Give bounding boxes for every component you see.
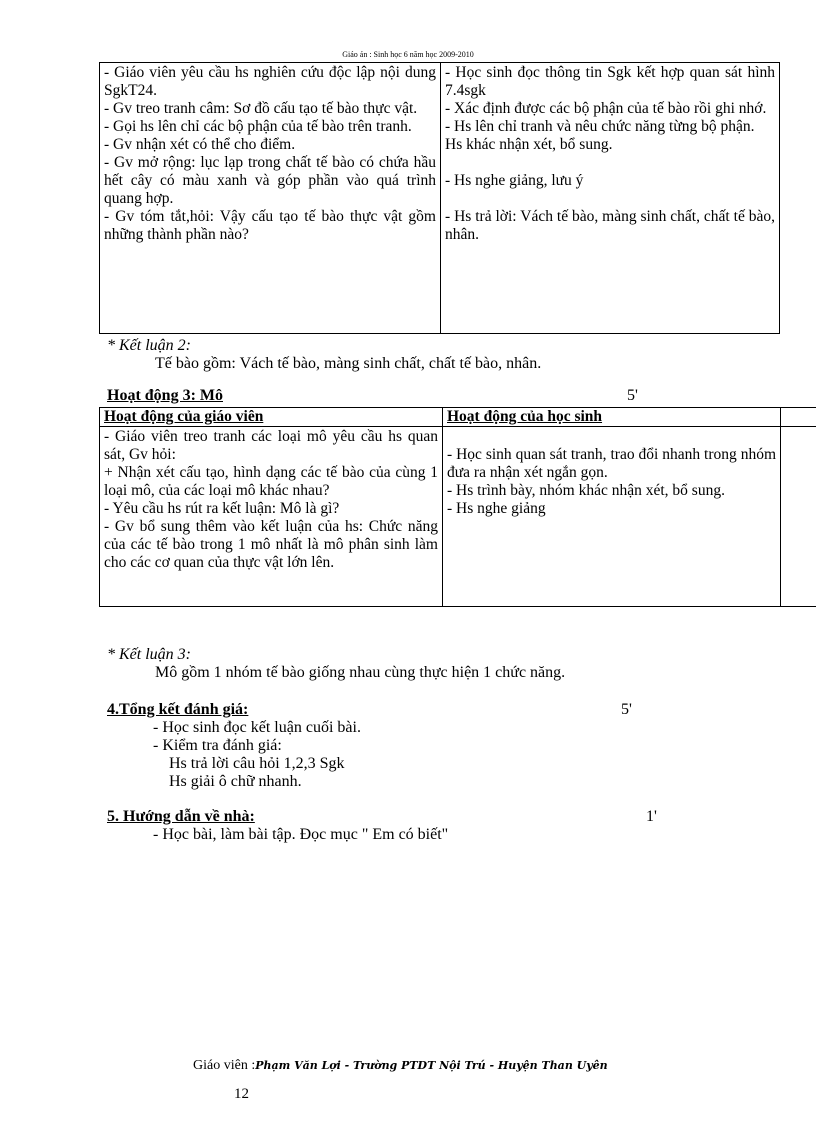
section5-title: 5. Hướng dẫn về nhà: <box>107 808 255 825</box>
section5-line: - Học bài, làm bài tập. Đọc mục " Em có biết" <box>153 826 449 843</box>
student-column <box>443 427 781 607</box>
teacher-step: - Gọi hs lên chỉ các bộ phận của tế bào trên tranh. <box>104 118 412 135</box>
footer-label: Giáo viên : <box>193 1058 256 1073</box>
section5-time: 1' <box>646 808 657 825</box>
teacher-step: - Yêu cầu hs rút ra kết luận: Mô là gì? <box>104 500 340 517</box>
section4-line: - Kiểm tra đánh giá: <box>153 737 282 754</box>
teacher-step: - Gv mở rộng: lục lạp trong chất tế bào có chứa hầu hết cây có màu xanh và góp phần vào quá trình quang hợp. <box>104 154 436 207</box>
activity2-table <box>99 62 780 334</box>
empty-cell <box>781 427 816 607</box>
student-step: - Hs lên chỉ tranh và nêu chức năng từng bộ phận. <box>445 118 755 135</box>
student-step: - Hs nghe giảng <box>447 500 546 517</box>
student-step: - Học sinh đọc thông tin Sgk kết hợp quan sát hình 7.4sgk <box>445 64 775 99</box>
student-step: - Học sinh quan sát tranh, trao đổi nhanh trong nhóm đưa ra nhận xét ngắn gọn. <box>447 446 776 481</box>
conclusion2-text: Tế bào gồm: Vách tế bào, màng sinh chất, chất tế bào, nhân. <box>155 355 542 372</box>
page-header: Giáo án : Sinh học 6 năm học 2009-2010 <box>342 50 474 59</box>
student-step: - Hs trả lời: Vách tế bào, màng sinh chất, chất tế bào, nhân. <box>445 208 775 243</box>
student-column-header: Hoạt động của học sinh <box>443 408 781 427</box>
student-step: - Hs nghe giảng, lưu ý <box>445 172 584 189</box>
footer-signature <box>193 1056 608 1074</box>
teacher-step: - Gv nhận xét có thể cho điểm. <box>104 136 296 153</box>
teacher-step: - Gv treo tranh câm: Sơ đồ cấu tạo tế bào thực vật. <box>104 100 418 117</box>
conclusion3-text: Mô gồm 1 nhóm tế bào giống nhau cùng thực hiện 1 chức năng. <box>155 664 566 681</box>
student-step: - Hs trình bày, nhóm khác nhận xét, bổ sung. <box>447 482 725 499</box>
page-number: 12 <box>234 1086 249 1102</box>
conclusion2-label: * Kết luận 2: <box>107 337 191 354</box>
activity3-table <box>99 407 816 607</box>
teacher-step: - Gv bổ sung thêm vào kết luận của hs: Chức năng của các tế bào trong 1 mô nhất là mô phân sinh làm cho các cơ quan của thực vật lớn lên. <box>104 518 438 571</box>
teacher-step: - Giáo viên yêu cầu hs nghiên cứu độc lập nội dung SgkT24. <box>104 64 436 99</box>
teacher-step: + Nhận xét cấu tạo, hình dạng các tế bào của cùng 1 loại mô, của các loại mô khác nhau? <box>104 464 438 499</box>
section4-time: 5' <box>621 701 632 718</box>
empty-cell <box>781 408 816 427</box>
student-step: - Xác định được các bộ phận của tế bào rồi ghi nhớ. <box>445 100 767 117</box>
section4-line: Hs trả lời câu hỏi 1,2,3 Sgk <box>169 755 345 772</box>
section4-line: - Học sinh đọc kết luận cuối bài. <box>153 719 361 736</box>
section4-title: 4.Tổng kết đánh giá: <box>107 701 249 718</box>
teacher-column-header: Hoạt động của giáo viên <box>100 408 443 427</box>
teacher-name: Phạm Văn Lợi - Trường PTDT Nội Trú - Huyện Than Uyên <box>255 1059 608 1072</box>
activity3-time: 5' <box>627 387 638 404</box>
conclusion3-label: * Kết luận 3: <box>107 646 191 663</box>
activity3-title: Hoạt động 3: Mô <box>107 387 223 404</box>
teacher-step: - Giáo viên treo tranh các loại mô yêu cầu hs quan sát, Gv hỏi: <box>104 428 438 463</box>
teacher-step: - Gv tóm tắt,hỏi: Vậy cấu tạo tế bào thực vật gồm những thành phần nào? <box>104 208 436 243</box>
teacher-column <box>100 427 443 607</box>
student-step: Hs khác nhận xét, bổ sung. <box>445 136 613 153</box>
student-column <box>441 63 780 334</box>
teacher-column <box>100 63 441 334</box>
section4-line: Hs giải ô chữ nhanh. <box>169 773 302 790</box>
